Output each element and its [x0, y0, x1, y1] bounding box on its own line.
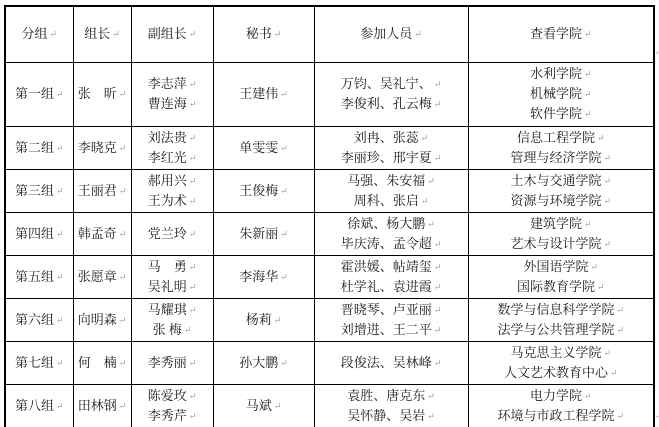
leader-cell — [73, 298, 131, 341]
participants-cell — [314, 255, 468, 298]
cell-line: 外国语学院 ↵ — [471, 257, 652, 277]
cell-line: 刘增进、王二平 ↵ — [317, 320, 466, 340]
cell-line: 第四组 ↵ — [8, 224, 71, 244]
cell-line: 田林钢 ↵ — [76, 396, 129, 416]
cell-line: 资源与环境学院 ↵ — [471, 191, 652, 211]
leader-cell — [73, 384, 131, 427]
cell-line: 国际教育学院 ↵ — [471, 277, 652, 297]
secretary-cell — [213, 126, 314, 169]
groups-table — [4, 5, 655, 427]
colleges-cell — [468, 126, 654, 169]
cell-line: 晋晓琴、卢亚丽 ↵ — [317, 300, 466, 320]
leader-cell — [73, 341, 131, 384]
cell-line: 韩孟奇 ↵ — [76, 224, 129, 244]
cell-line: 张 梅 ↵ — [134, 320, 211, 340]
table-row — [5, 62, 654, 126]
column-header — [213, 6, 314, 62]
column-header — [73, 6, 131, 62]
table-row — [5, 212, 654, 255]
cell-line: 党兰玲 ↵ — [134, 224, 211, 244]
cell-line: 水利学院 ↵ — [471, 64, 652, 84]
column-header — [131, 6, 213, 62]
cell-line: 郝用兴 ↵ — [134, 171, 211, 191]
group-cell — [5, 255, 73, 298]
cell-line: 土木与交通学院 ↵ — [471, 171, 652, 191]
deputy-leader-cell — [131, 169, 213, 212]
cell-line: 艺术与设计学院 ↵ — [471, 234, 652, 254]
colleges-cell — [468, 169, 654, 212]
cell-line: 环境与市政工程学院 ↵ — [471, 406, 652, 426]
cell-line: 刘冉、张蕊 ↵ — [317, 128, 466, 148]
cell-line: 孙大鹏 ↵ — [216, 353, 312, 373]
table-row — [5, 298, 654, 341]
secretary-cell — [213, 62, 314, 126]
cell-line: 马耀琪 ↵ — [134, 300, 211, 320]
cell-line: 万钧、吴礼宁、 ↵ — [317, 74, 466, 94]
group-cell — [5, 212, 73, 255]
cell-line: 第一组 ↵ — [8, 84, 71, 104]
cell-line: 王建伟 ↵ — [216, 84, 312, 104]
group-cell — [5, 341, 73, 384]
cell-line: 机械学院 ↵ — [471, 84, 652, 104]
group-cell — [5, 62, 73, 126]
deputy-leader-cell — [131, 298, 213, 341]
cell-line: 马 勇 ↵ — [134, 257, 211, 277]
cell-line: 参加人员 ↵ — [317, 24, 466, 44]
deputy-leader-cell — [131, 62, 213, 126]
group-cell — [5, 298, 73, 341]
table-body — [5, 62, 654, 427]
cell-line: 徐斌、杨大鹏 ↵ — [317, 214, 466, 234]
cell-line: 段俊法、吴林峰 ↵ — [317, 353, 466, 373]
cell-line: 分组 ↵ — [8, 24, 71, 44]
cell-line: 单雯雯 ↵ — [216, 138, 312, 158]
cell-line: 软件学院 ↵ — [471, 104, 652, 124]
participants-cell — [314, 298, 468, 341]
cell-line: 张 昕 ↵ — [76, 84, 129, 104]
table-row — [5, 384, 654, 427]
cell-line: 李丽珍、邢宇夏 ↵ — [317, 148, 466, 168]
group-cell — [5, 126, 73, 169]
cell-line: 组长 ↵ — [76, 24, 129, 44]
colleges-cell — [468, 384, 654, 427]
participants-cell — [314, 341, 468, 384]
leader-cell — [73, 169, 131, 212]
secretary-cell — [213, 298, 314, 341]
cell-line: 李秀芹 ↵ — [134, 406, 211, 426]
table-row — [5, 341, 654, 384]
cell-line: 李志萍 ↵ — [134, 74, 211, 94]
cell-line: 张愿章 ↵ — [76, 267, 129, 287]
cell-line: 李俊利、孔云梅 ↵ — [317, 94, 466, 114]
deputy-leader-cell — [131, 126, 213, 169]
cell-line: 周科、张启 ↵ — [317, 191, 466, 211]
cell-line: 马斌 ↵ — [216, 396, 312, 416]
cell-line: 第七组 ↵ — [8, 353, 71, 373]
cell-line: 王俊梅 ↵ — [216, 181, 312, 201]
deputy-leader-cell — [131, 384, 213, 427]
cell-line: 吴礼明 ↵ — [134, 277, 211, 297]
cell-line: 何 楠 ↵ — [76, 353, 129, 373]
column-header — [5, 6, 73, 62]
end-of-row-mark — [654, 412, 659, 421]
leader-cell — [73, 255, 131, 298]
participants-cell — [314, 384, 468, 427]
secretary-cell — [213, 169, 314, 212]
cell-line: 李晓克 ↵ — [76, 138, 129, 158]
cell-line: 第二组 ↵ — [8, 138, 71, 158]
cell-line: 曹连海 ↵ — [134, 94, 211, 114]
colleges-cell — [468, 298, 654, 341]
participants-cell — [314, 212, 468, 255]
table-row — [5, 169, 654, 212]
group-cell — [5, 384, 73, 427]
secretary-cell — [213, 384, 314, 427]
cell-line: 马强、朱安福 ↵ — [317, 171, 466, 191]
table-row — [5, 255, 654, 298]
cell-line: 毕庆涛、孟令超 ↵ — [317, 234, 466, 254]
deputy-leader-cell — [131, 212, 213, 255]
cell-line: 李秀丽 ↵ — [134, 353, 211, 373]
cell-line: 杜学礼、袁进霞 ↵ — [317, 277, 466, 297]
colleges-cell — [468, 255, 654, 298]
cell-line: 电力学院 ↵ — [471, 386, 652, 406]
cell-line: 建筑学院 ↵ — [471, 214, 652, 234]
cell-line: 秘书 ↵ — [216, 24, 312, 44]
leader-cell — [73, 62, 131, 126]
cell-line: 霍洪媛、帖靖玺 ↵ — [317, 257, 466, 277]
leader-cell — [73, 212, 131, 255]
colleges-cell — [468, 62, 654, 126]
participants-cell — [314, 62, 468, 126]
cell-line: 朱新丽 ↵ — [216, 224, 312, 244]
colleges-cell — [468, 212, 654, 255]
cell-line: 王为术 ↵ — [134, 191, 211, 211]
column-header — [468, 6, 654, 62]
secretary-cell — [213, 341, 314, 384]
deputy-leader-cell — [131, 341, 213, 384]
cell-line: 袁胜、唐克东 ↵ — [317, 386, 466, 406]
header-row — [5, 6, 654, 62]
cell-line: 信息工程学院 ↵ — [471, 128, 652, 148]
cell-line: 杨莉 ↵ — [216, 310, 312, 330]
table-row — [5, 126, 654, 169]
cell-line: 查看学院 ↵ — [471, 24, 652, 44]
cell-line: 王丽君 ↵ — [76, 181, 129, 201]
cell-line: 管理与经济学院 ↵ — [471, 148, 652, 168]
group-cell — [5, 169, 73, 212]
cell-line: 数学与信息科学学院 ↵ — [471, 300, 652, 320]
participants-cell — [314, 126, 468, 169]
cell-line: 第六组 ↵ — [8, 310, 71, 330]
cell-line: 向明森 ↵ — [76, 310, 129, 330]
colleges-cell — [468, 341, 654, 384]
participants-cell — [314, 169, 468, 212]
cell-line: 人文艺术教育中心 ↵ — [471, 363, 652, 383]
secretary-cell — [213, 255, 314, 298]
column-header — [314, 6, 468, 62]
deputy-leader-cell — [131, 255, 213, 298]
cell-line: 马克思主义学院 ↵ — [471, 343, 652, 363]
cell-line: 第八组 ↵ — [8, 396, 71, 416]
cell-line: 法学与公共管理学院 ↵ — [471, 320, 652, 340]
cell-line: 李海华 ↵ — [216, 267, 312, 287]
cell-line: 李红光 ↵ — [134, 148, 211, 168]
cell-line: 副组长 ↵ — [134, 24, 211, 44]
end-of-row-mark — [654, 48, 659, 57]
secretary-cell — [213, 212, 314, 255]
leader-cell — [73, 126, 131, 169]
cell-line: 陈爱玫 ↵ — [134, 386, 211, 406]
cell-line: 吴怀静、吴岩 ↵ — [317, 406, 466, 426]
cell-line: 刘法贵 ↵ — [134, 128, 211, 148]
cell-line: 第五组 ↵ — [8, 267, 71, 287]
cell-line: 第三组 ↵ — [8, 181, 71, 201]
